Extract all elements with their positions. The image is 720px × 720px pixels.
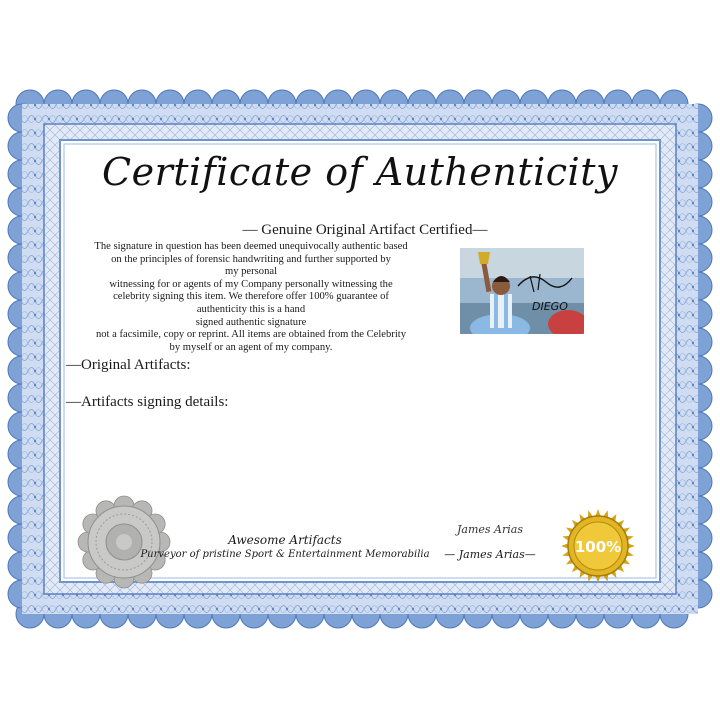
gold-guarantee-badge-icon [560,508,636,584]
statement-line: signed authentic signature [195,316,307,328]
statement-line: my personal [224,266,278,278]
badge-percent: 100% [574,538,622,556]
autographed-photo-image [460,248,584,334]
company-tagline: Purveyor of pristine Sport & Entertainment Memorabilia [140,549,430,560]
photo-autograph-text: DIEGO [532,300,568,313]
authenticity-statement [76,241,426,354]
statement-line: witnessing for or agents of my Company personally witnessing the [109,278,393,290]
signer-name: — James Arias— [444,548,536,561]
statement-line: on the principles of forensic handwriting and further supported by [111,253,391,265]
certificate-title: Certificate of Authenticity [102,150,618,194]
statement-line: celebrity signing this item. We therefore offer 100% guarantee of [113,291,389,303]
statement-line: The signature in question has been deemed unequivocally authentic based [94,241,408,252]
statement-line: by myself or an agent of my company. [169,341,333,353]
company-name: Awesome Artifacts [228,533,342,547]
statement-line: not a facsimile, copy or reprint. All items are obtained from the Celebrity [95,329,407,341]
handwritten-signature: James Arias [457,523,523,536]
company-block [140,533,430,560]
signature-block [434,523,546,561]
statement-line: authenticity this is a hand [196,303,306,315]
original-artifacts-label: —Original Artifacts: [66,357,191,373]
signing-details-label: —Artifacts signing details: [66,394,229,410]
certificate-subtitle: — Genuine Original Artifact Certified— [242,222,488,238]
autographed-photo [460,248,584,334]
